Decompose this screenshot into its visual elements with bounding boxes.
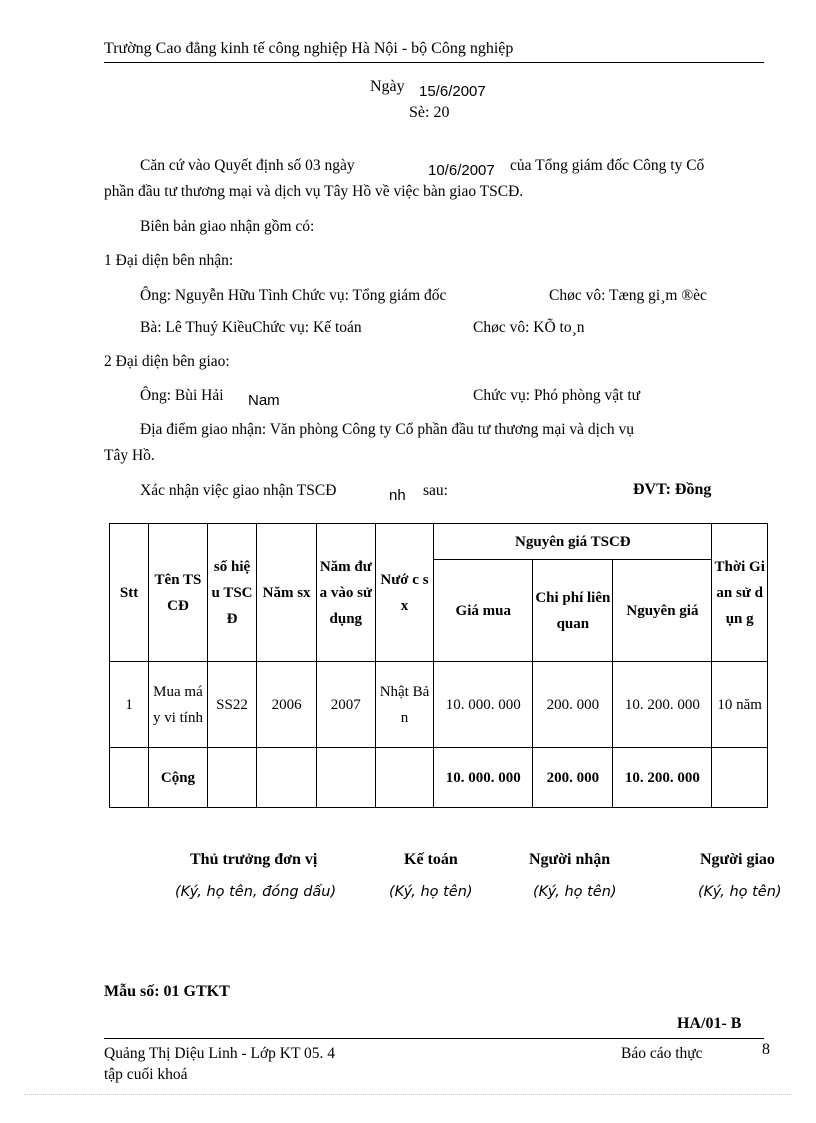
cell-country: Nhật Bản	[375, 662, 434, 748]
confirm-text: Xác nhận việc giao nhận TSCĐ	[140, 482, 337, 499]
total-original-cost: 10. 200. 000	[613, 748, 712, 808]
cell-stt: 1	[110, 662, 149, 748]
col-country: Nướ c sx	[375, 524, 434, 662]
total-stt	[110, 748, 149, 808]
total-empty-3	[316, 748, 375, 808]
confirm-nh: nh	[389, 487, 406, 504]
deliverer-1: Ông: Bùi Hải	[140, 387, 224, 404]
table-row	[110, 662, 768, 748]
header-school: Trường Cao đẳng kinh tế công nghiệp Hà Nội - bộ Công nghiệp	[104, 40, 514, 57]
col-stt: Stt	[110, 524, 149, 662]
total-purchase-price: 10. 000. 000	[434, 748, 533, 808]
page-bottom-dotted-line	[24, 1094, 792, 1095]
footer-rule	[104, 1038, 764, 1039]
total-empty-1	[207, 748, 256, 808]
receiver-1-garbled: Chøc vô: Tæng gi¸m ®èc	[549, 287, 707, 304]
total-label: Cộng	[149, 748, 208, 808]
col-year-use: Năm đưa vào sử dụng	[316, 524, 375, 662]
header-rule	[104, 62, 764, 63]
cell-year-made: 2006	[257, 662, 317, 748]
receiver-2: Bà: Lê Thuý KiềuChức vụ: Kế toán	[140, 319, 362, 336]
signature-title-deliverer: Người giao	[700, 851, 775, 868]
date-label: Ngày	[370, 78, 405, 95]
signature-note-accountant: (Ký, họ tên)	[389, 884, 473, 900]
location-line-2: Tây Hồ.	[104, 447, 155, 464]
signature-title-receiver: Người nhận	[529, 851, 611, 868]
col-useful-life: Thời Gian sử dụn g	[712, 524, 768, 662]
footer-report-2: tập cuối khoá	[104, 1066, 188, 1083]
deliverer-1-position: Chức vụ: Phó phòng vật tư	[473, 387, 641, 404]
footer-page-number: 8	[762, 1041, 770, 1058]
currency-unit: ĐVT: Đồng	[633, 481, 712, 498]
minutes-intro: Biên bản giao nhận gồm có:	[140, 218, 315, 235]
decision-date: 10/6/2007	[428, 162, 495, 179]
signature-title-head: Thủ trưởng đơn vị	[190, 851, 318, 868]
footer-author: Quảng Thị Diệu Linh - Lớp KT 05. 4	[104, 1045, 336, 1062]
col-original-cost-group: Nguyên giá TSCĐ	[434, 524, 712, 560]
document-number: Sè: 20	[409, 104, 450, 121]
signature-note-deliverer: (Ký, họ tên)	[698, 884, 782, 900]
cell-purchase-price: 10. 000. 000	[434, 662, 533, 748]
asset-table	[109, 523, 768, 808]
location-line-1: Địa điểm giao nhận: Văn phòng Công ty Cổ phần đầu tư thương mại và dịch vụ	[140, 421, 634, 438]
col-original-cost: Nguyên giá	[613, 560, 712, 662]
cell-name: Mua máy vi tính	[149, 662, 208, 748]
footer-report: Báo cáo thực	[621, 1045, 703, 1062]
total-related-cost: 200. 000	[533, 748, 613, 808]
col-code: số hiệu TSC Đ	[207, 524, 256, 662]
form-label: Mẫu số: 01 GTKT	[104, 983, 230, 1000]
total-empty-5	[712, 748, 768, 808]
cell-related-cost: 200. 000	[533, 662, 613, 748]
receiver-heading: 1 Đại diện bên nhận:	[104, 252, 234, 269]
cell-code: SS22	[207, 662, 256, 748]
decision-text-a: Căn cứ vào Quyết định số 03 ngày	[140, 157, 355, 174]
receiver-2-garbled: Chøc vô: KÕ to¸n	[473, 319, 585, 336]
cell-useful-life: 10 năm	[712, 662, 768, 748]
form-code: HA/01- B	[677, 1015, 742, 1032]
col-purchase-price: Giá mua	[434, 560, 533, 662]
total-empty-2	[257, 748, 317, 808]
table-total-row	[110, 748, 768, 808]
col-related-cost: Chi phí liên quan	[533, 560, 613, 662]
confirm-after: sau:	[423, 482, 448, 499]
cell-year-use: 2007	[316, 662, 375, 748]
deliverer-heading: 2 Đại diện bên giao:	[104, 353, 230, 370]
date-value: 15/6/2007	[419, 83, 486, 100]
signature-title-accountant: Kế toán	[404, 851, 458, 868]
signature-note-head: (Ký, họ tên, đóng dấu)	[175, 884, 337, 900]
decision-text-b2: phần đầu tư thương mại và dịch vụ Tây Hồ về việc bàn giao TSCĐ.	[104, 183, 524, 200]
col-year-made: Năm sx	[257, 524, 317, 662]
cell-original-cost: 10. 200. 000	[613, 662, 712, 748]
signature-note-receiver: (Ký, họ tên)	[533, 884, 617, 900]
receiver-1: Ông: Nguyễn Hữu Tình Chức vụ: Tổng giám đốc	[140, 287, 447, 304]
total-empty-4	[375, 748, 434, 808]
deliverer-1-name: Nam	[248, 392, 280, 409]
col-name: Tên TSCĐ	[149, 524, 208, 662]
decision-text-b1: của Tổng giám đốc Công ty Cổ	[510, 157, 705, 174]
